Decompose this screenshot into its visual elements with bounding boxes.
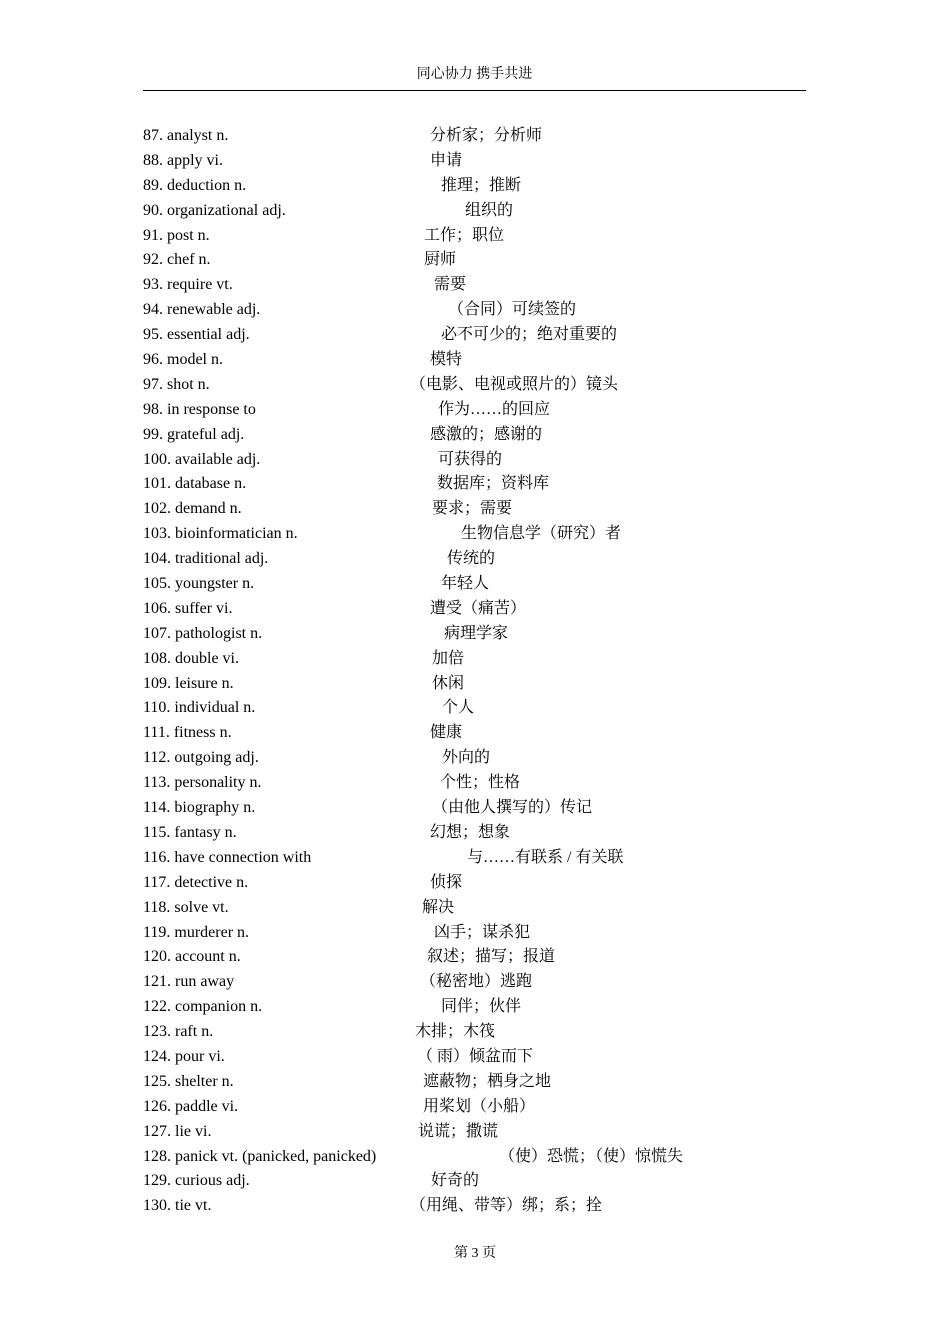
vocab-entry [0, 224, 950, 249]
vocab-entry [0, 995, 950, 1020]
vocab-meaning: 工作；职位 [424, 226, 505, 244]
vocab-term: 97. shot n. [143, 375, 210, 393]
vocab-term: 89. deduction n. [143, 176, 247, 194]
vocab-term: 93. require vt. [143, 276, 233, 294]
vocab-meaning: 与……有联系 / 有关联 [467, 848, 624, 866]
vocab-term: 117. detective n. [143, 873, 249, 891]
vocab-meaning: 木排；木筏 [415, 1023, 496, 1041]
vocab-entry [0, 248, 950, 273]
vocab-term: 96. model n. [143, 351, 223, 369]
vocab-meaning: 分析家；分析师 [430, 127, 543, 144]
vocab-entry [0, 1169, 950, 1194]
vocab-meaning: 需要 [434, 276, 467, 294]
vocab-term: 112. outgoing adj. [143, 749, 259, 767]
vocab-entry [0, 746, 950, 771]
vocab-entry [0, 423, 950, 448]
vocab-term: 120. account n. [143, 948, 241, 966]
vocab-entry [0, 1120, 950, 1145]
vocab-meaning: 说谎；撒谎 [418, 1122, 499, 1140]
vocab-term: 109. leisure n. [143, 674, 234, 692]
vocab-meaning: 遮蔽物；栖身之地 [423, 1072, 552, 1090]
header-divider [143, 90, 806, 91]
vocab-entry [0, 696, 950, 721]
vocab-term: 118. solve vt. [143, 898, 229, 916]
vocab-term: 104. traditional adj. [143, 550, 269, 568]
vocab-meaning: 年轻人 [441, 575, 490, 593]
vocab-entry [0, 497, 950, 522]
vocab-meaning: 幻想；想象 [430, 823, 511, 841]
vocab-meaning: 组织的 [465, 201, 514, 219]
vocab-meaning: 可获得的 [438, 450, 503, 468]
vocab-meaning: 好奇的 [431, 1172, 480, 1190]
vocab-term: 91. post n. [143, 226, 210, 244]
vocab-entry [0, 323, 950, 348]
vocab-meaning: （合同）可续签的 [448, 301, 577, 319]
vocab-meaning: 凶手；谋杀犯 [434, 923, 531, 941]
vocab-entry [0, 846, 950, 871]
vocab-entry [0, 572, 950, 597]
vocab-meaning: （秘密地）逃跑 [420, 973, 533, 991]
vocab-entry [0, 672, 950, 697]
vocab-term: 121. run away [143, 973, 235, 991]
vocab-term: 90. organizational adj. [143, 201, 286, 219]
vocab-entry [0, 1020, 950, 1045]
vocab-meaning: 休闲 [432, 674, 465, 692]
vocab-entry [0, 149, 950, 174]
vocab-term: 119. murderer n. [143, 923, 250, 941]
vocab-term: 102. demand n. [143, 500, 242, 518]
vocab-term: 127. lie vi. [143, 1122, 212, 1140]
vocab-meaning: 传统的 [447, 550, 496, 568]
vocab-meaning: （ 雨）倾盆而下 [417, 1047, 534, 1065]
vocab-meaning: 个性；性格 [440, 774, 521, 792]
vocab-entry [0, 199, 950, 224]
vocab-term: 99. grateful adj. [143, 425, 245, 443]
vocab-term: 124. pour vi. [143, 1047, 225, 1065]
vocab-term: 94. renewable adj. [143, 301, 261, 319]
vocab-meaning: 健康 [430, 724, 463, 742]
vocab-meaning: 生物信息学（研究）者 [461, 525, 622, 543]
vocab-entry [0, 348, 950, 373]
vocab-entry [0, 970, 950, 995]
vocab-meaning: 厨师 [424, 251, 457, 269]
vocab-term: 126. paddle vi. [143, 1097, 239, 1115]
vocab-entry [0, 896, 950, 921]
vocab-entry [0, 522, 950, 547]
vocab-term: 101. database n. [143, 475, 247, 493]
vocab-term: 100. available adj. [143, 450, 261, 468]
vocab-entry [0, 871, 950, 896]
vocab-entry [0, 921, 950, 946]
vocab-meaning: 要求；需要 [432, 500, 513, 518]
vocab-entry [0, 547, 950, 572]
vocab-term: 130. tie vt. [143, 1197, 212, 1215]
vocab-meaning: （电影、电视或照片的）镜头 [410, 375, 619, 393]
vocab-meaning: （由他人撰写的）传记 [432, 799, 593, 817]
vocab-term: 95. essential adj. [143, 326, 250, 344]
vocab-entry [0, 647, 950, 672]
vocab-term: 105. youngster n. [143, 575, 255, 593]
vocab-meaning: 推理；推断 [441, 176, 522, 194]
vocab-meaning: 病理学家 [444, 624, 509, 642]
vocab-meaning: 侦探 [430, 873, 463, 891]
vocab-entry [0, 622, 950, 647]
vocab-term: 116. have connection with [143, 848, 312, 866]
vocab-meaning: 数据库；资料库 [437, 475, 550, 493]
vocab-entry [0, 796, 950, 821]
vocab-meaning: 模特 [430, 351, 463, 369]
vocab-meaning: （用绳、带等）绑；系；拴 [410, 1197, 603, 1215]
vocab-entry [0, 472, 950, 497]
vocab-entry [0, 124, 950, 149]
vocab-entry [0, 174, 950, 199]
vocab-entry [0, 1045, 950, 1070]
vocab-meaning: 作为……的回应 [438, 400, 551, 418]
vocab-term: 87. analyst n. [143, 127, 229, 144]
vocab-entry [0, 721, 950, 746]
vocab-meaning: 同伴；伙伴 [441, 998, 522, 1016]
vocab-term: 114. biography n. [143, 799, 256, 817]
vocab-term: 123. raft n. [143, 1023, 214, 1041]
vocab-term: 125. shelter n. [143, 1072, 234, 1090]
vocab-meaning: 加倍 [432, 649, 465, 667]
vocabulary-list [0, 124, 950, 1219]
vocab-entry [0, 945, 950, 970]
vocab-term: 129. curious adj. [143, 1172, 250, 1190]
vocab-meaning: 感激的；感谢的 [430, 425, 543, 443]
vocab-meaning: 申请 [430, 151, 463, 169]
vocab-term: 128. panick vt. (panicked, panicked) [143, 1147, 377, 1165]
vocab-entry [0, 373, 950, 398]
vocab-entry [0, 771, 950, 796]
vocab-term: 88. apply vi. [143, 151, 223, 169]
page-number: 第 3 页 [454, 1246, 496, 1261]
vocab-term: 115. fantasy n. [143, 823, 237, 841]
vocab-entry [0, 298, 950, 323]
page-header: 同心协力 携手共进 [416, 67, 533, 82]
vocab-meaning: 外向的 [442, 749, 491, 767]
vocab-term: 107. pathologist n. [143, 624, 263, 642]
vocab-entry [0, 1145, 950, 1170]
vocab-meaning: （使）恐慌；（使）惊慌失 [499, 1147, 684, 1165]
vocab-entry [0, 1095, 950, 1120]
vocab-entry [0, 398, 950, 423]
vocab-entry [0, 1194, 950, 1219]
vocab-term: 92. chef n. [143, 251, 211, 269]
vocab-term: 108. double vi. [143, 649, 239, 667]
vocab-entry [0, 448, 950, 473]
vocab-meaning: 解决 [422, 898, 455, 916]
vocab-meaning: 个人 [442, 699, 475, 717]
vocab-meaning: 用桨划（小船） [423, 1097, 536, 1115]
vocab-entry [0, 273, 950, 298]
vocab-term: 98. in response to [143, 400, 256, 418]
vocab-term: 106. suffer vi. [143, 599, 233, 617]
vocab-term: 122. companion n. [143, 998, 263, 1016]
vocab-entry [0, 1070, 950, 1095]
vocab-term: 103. bioinformatician n. [143, 525, 298, 543]
vocab-meaning: 必不可少的；绝对重要的 [441, 326, 618, 344]
vocab-entry [0, 597, 950, 622]
vocab-term: 110. individual n. [143, 699, 256, 717]
vocab-term: 113. personality n. [143, 774, 262, 792]
vocab-meaning: 叙述；描写；报道 [427, 948, 556, 966]
vocab-entry [0, 821, 950, 846]
vocab-meaning: 遭受（痛苦） [430, 599, 527, 617]
vocab-term: 111. fitness n. [143, 724, 232, 742]
